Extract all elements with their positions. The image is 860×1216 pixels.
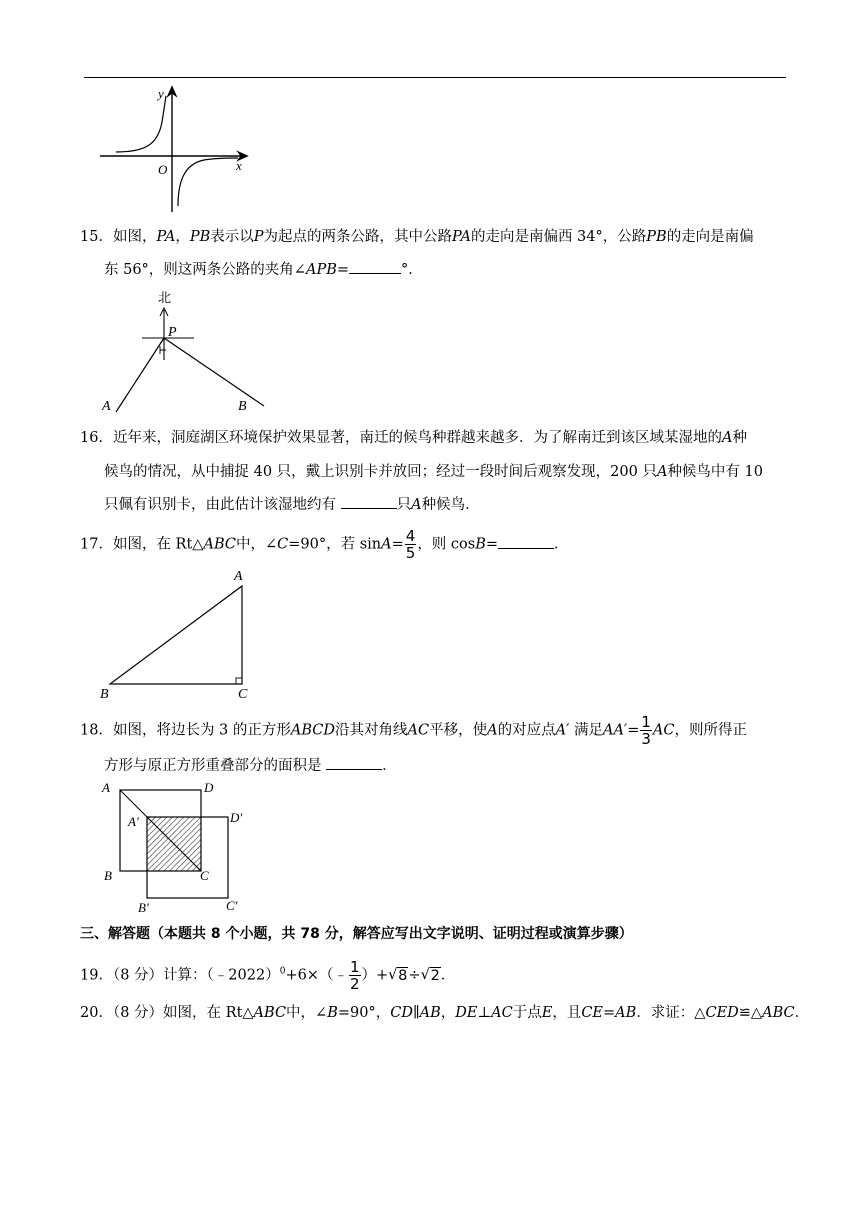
right-triangle-figure <box>96 566 266 702</box>
branch-upper-left <box>116 96 166 152</box>
svg-text:A′: A′ <box>128 814 139 829</box>
branch-lower-right <box>178 158 238 206</box>
svg-text:A: A <box>234 569 243 584</box>
answer-blank[interactable] <box>326 756 382 770</box>
answer-blank[interactable] <box>349 260 401 274</box>
fraction-1-2: $\frac{1}{2}$ <box>349 958 360 993</box>
roads-figure <box>96 288 276 416</box>
fraction-4-5: $\frac{4}{5}$ <box>405 527 416 562</box>
svg-text:P: P <box>168 325 177 340</box>
q19-line: 19．（8 分）计算：（﹣2022）$^0$+6×（﹣ $\frac{1}{2}$ ）+√ 8÷√ 2． <box>80 959 455 992</box>
svg-text:A: A <box>102 399 111 414</box>
y-label: y <box>158 86 164 101</box>
svg-text:B: B <box>238 399 247 414</box>
svg-text:D′: D′ <box>230 810 243 825</box>
answer-blank[interactable] <box>341 495 397 509</box>
sqrt-8: √ 8 <box>388 966 408 986</box>
q16-line1: 16．近年来，洞庭湖区环境保护效果显著，南迁的候鸟种群越来越多．为了解南迁到该区域某湿地的A种 <box>80 430 747 446</box>
north-label: 北 <box>158 291 172 306</box>
q18-line1: 18．如图，将边长为 3 的正方形ABCD沿其对角线AC平移，使A的对应点A′ 满足AA′= $\frac{1}{3}$ AC，则所得正 <box>80 713 747 748</box>
svg-text:C: C <box>238 687 248 702</box>
q15-line2: 东 56°，则这两条公路的夹角∠APB= °． <box>104 262 423 278</box>
q16-line3: 只佩有识别卡，由此估计该湿地约有 只A种候鸟． <box>104 497 480 513</box>
svg-text:B′: B′ <box>138 900 149 915</box>
svg-text:C′: C′ <box>226 898 238 913</box>
answer-blank[interactable] <box>498 535 554 549</box>
fraction-1-3: $\frac{1}{3}$ <box>641 713 651 748</box>
road-pa <box>116 338 164 412</box>
road-pb <box>164 338 264 406</box>
header-rule <box>84 77 786 78</box>
svg-text:C: C <box>200 868 209 883</box>
svg-text:D: D <box>204 780 214 795</box>
x-label: x <box>236 158 242 173</box>
squares-figure <box>96 780 266 916</box>
sqrt-2: √ 2 <box>421 966 441 986</box>
hyperbola-figure <box>96 82 256 214</box>
q15-line1: 15．如图，PA，PB表示以P为起点的两条公路，其中公路PA的走向是南偏西 34°，公路PB的走向是南偏 <box>80 229 754 245</box>
svg-text:B: B <box>100 687 109 702</box>
q20-line: 20．（8 分）如图，在 Rt△ABC中，∠B=90°，CD∥AB，DE⊥AC于点E，且CE=AB．求证：△CED≌△ABC． <box>80 1005 810 1021</box>
q16-line2: 候鸟的情况，从中捕捉 40 只，戴上识别卡并放回；经过一段时间后观察发现，200 只A种候鸟中有 10 <box>104 464 763 480</box>
svg-text:A: A <box>102 780 110 795</box>
section-heading: 三、解答题（本题共 8 个小题，共 78 分，解答应写出文字说明、证明过程或演算步骤） <box>80 926 633 942</box>
origin-label: O <box>158 162 168 177</box>
svg-text:B: B <box>104 868 112 883</box>
q18-line2: 方形与原正方形重叠部分的面积是 ． <box>104 758 397 774</box>
q17-line: 17．如图，在 Rt△ABC中，∠C=90°，若 sinA= $\frac{4}{5}$ ，则 cosB= ． <box>80 527 569 562</box>
